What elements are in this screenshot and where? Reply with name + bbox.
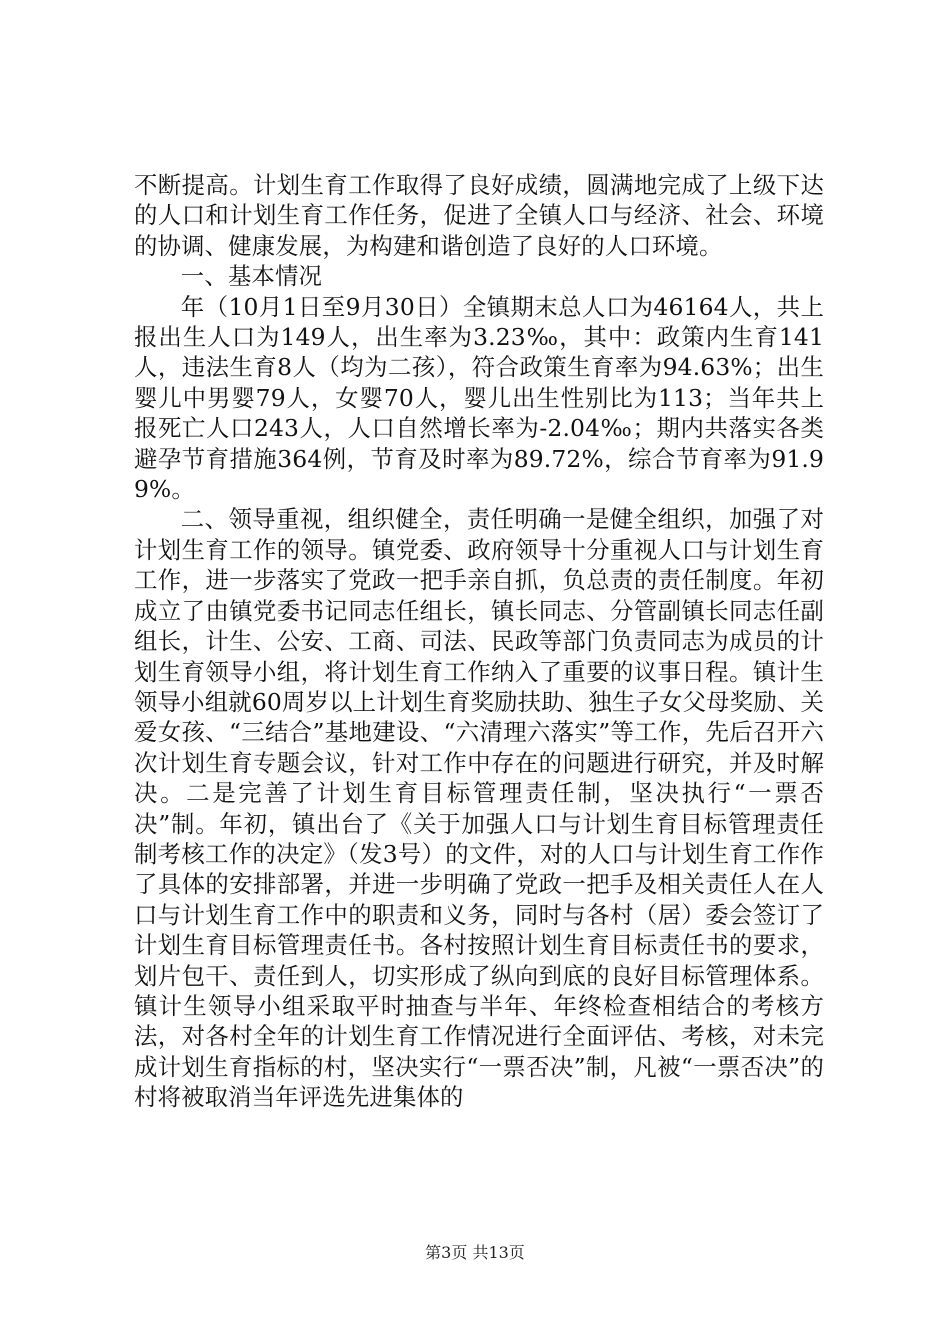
paragraph-continuation: 不断提高。计划生育工作取得了良好成绩，圆满地完成了上级下达的人口和计划生育工作任务，促进了全镇人口与经济、社会、环境的协调、健康发展，为构建和谐创造了良好的人口环境。 [134,171,824,260]
section-heading-basic-situation: 一、基本情况 [180,262,323,291]
paragraph-statistics: 年（10月1日至9月30日）全镇期末总人口为46164人，共上报出生人口为149人，出生率为3.23‰，其中：政策内生育141人，违法生育8人（均为二孩），符合政策生育率为94.63%；出生婴儿中男婴79人，女婴70人，婴儿出生性别比为113；当年共上报死亡人口243人，人口自然增长率为-2.04‰；期内共落实各类避孕节育措施364例，节育及时率为89.72%，综合节育率为91.99%。 [134,292,824,504]
page-footer: 第3页 共13页 [425,1243,525,1262]
document-body [134,170,824,1113]
paragraph-leadership: 二、领导重视，组织健全，责任明确一是健全组织，加强了对计划生育工作的领导。镇党委、政府领导十分重视人口与计划生育工作，进一步落实了党政一把手亲自抓，负总责的责任制度。年初成立了由镇党委书记同志任组长，镇长同志、分管副镇长同志任副组长，计生、公安、工商、司法、民政等部门负责同志为成员的计划生育领导小组，将计划生育工作纳入了重要的议事日程。镇计生领导小组就60周岁以上计划生育奖励扶助、独生子女父母奖励、关爱女孩、“三结合”基地建设、“六清理六落实”等工作，先后召开六次计划生育专题会议，针对工作中存在的问题进行研究，并及时解决。二是完善了计划生育目标管理责任制，坚决执行“一票否决”制。年初，镇出台了《关于加强人口与计划生育目标管理责任制考核工作的决定》（发3号）的文件，对的人口与计划生育工作作了具体的安排部署，并进一步明确了党政一把手及相关责任人在人口与计划生育工作中的职责和义务，同时与各村（居）委会签订了计划生育目标管理责任书。各村按照计划生育目标责任书的要求，划片包干、责任到人，切实形成了纵向到底的良好目标管理体系。镇计生领导小组采取平时抽查与半年、年终检查相结合的考核方法，对各村全年的计划生育工作情况进行全面评估、考核，对未完成计划生育指标的村，坚决实行“一票否决”制，凡被“一票否决”的村将被取消当年评选先进集体的 [134,505,824,1112]
